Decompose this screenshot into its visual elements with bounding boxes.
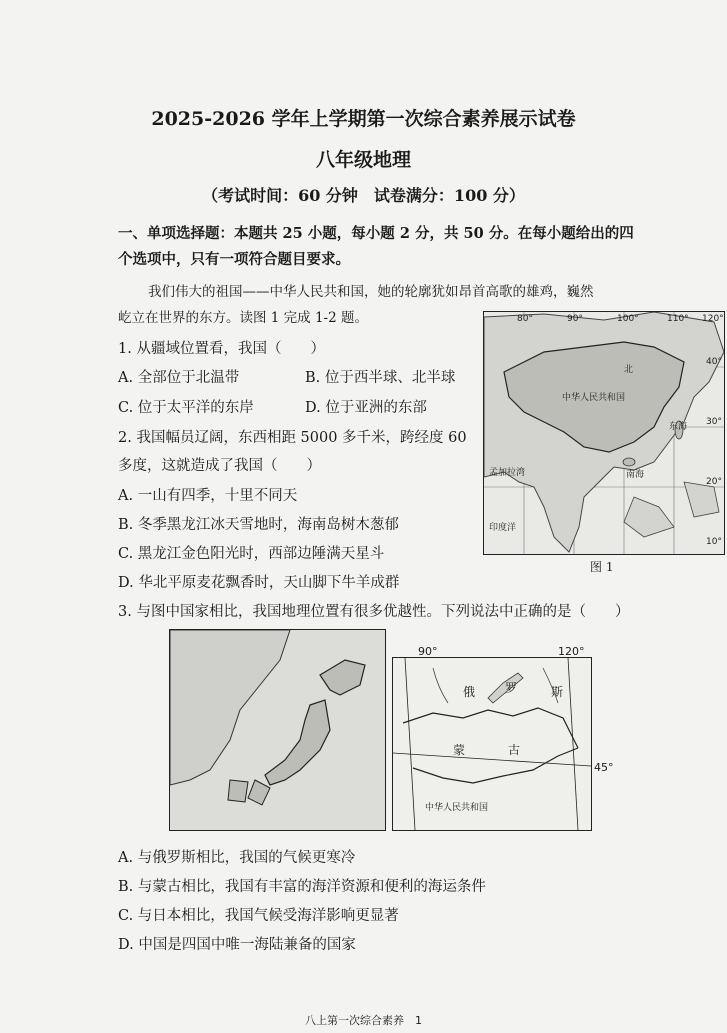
figure1-label-north: 北 [624,365,634,375]
subject-title: 八年级地理 [315,149,411,171]
q2-option-c: C. 黑龙江金色阳光时，西部边陲满天星斗 [118,546,385,562]
figure1-tick-top-4: 120° [702,314,724,324]
fig2-lon-right: 120° [558,645,585,658]
fig2-label-russia-3: 斯 [551,685,564,699]
q3-option-d: D. 中国是四国中唯一海陆兼备的国家 [118,937,356,953]
q2-stem-line2: 多度，这就造成了我国（ ） [118,458,321,474]
fig2-label-mongolia-1: 蒙 [453,743,466,757]
q3-stem: 3. 与图中国家相比，我国地理位置有很多优越性。下列说法中正确的是（ ） [118,604,630,620]
figure1-tick-side-0: 40° [706,357,722,367]
japan-map [169,629,386,831]
fig2-label-mongolia-2: 古 [508,743,521,757]
section-heading-line1: 一、单项选择题：本题共 25 小题，每小题 2 分，共 50 分。在每小题给出的四 [118,225,634,242]
q2-option-b: B. 冬季黑龙江冰天雪地时，海南岛树木葱郁 [118,517,399,533]
q2-stem-line1: 2. 我国幅员辽阔，东西相距 5000 多千米，跨经度 60 [118,430,467,446]
figure1-tick-top-3: 110° [667,314,689,324]
figure1-label-bay-of-bengal: 孟加拉湾 [489,468,526,478]
fig2-lat: 45° [594,761,614,774]
fig2-lon-left: 90° [418,645,438,658]
exam-info: （考试时间：60 分钟 试卷满分：100 分） [202,186,525,205]
mongolia-map [392,657,592,831]
q3-option-c: C. 与日本相比，我国气候受海洋影响更显著 [118,908,399,924]
figure1-tick-side-2: 20° [706,477,722,487]
fig2-label-russia-2: 罗 [505,681,518,695]
intro-line1: 我们伟大的祖国——中华人民共和国，她的轮廓犹如昂首高歌的雄鸡，巍然 [148,284,594,300]
figure1-label-east-sea: 东海 [669,422,688,432]
q1-stem: 1. 从疆域位置看，我国（ ） [118,341,325,357]
figure1-label-south-sea: 南海 [626,470,645,480]
fig2-label-russia-1: 俄 [463,685,476,699]
intro-line2: 屹立在世界的东方。读图 1 完成 1-2 题。 [118,310,368,326]
figure1-label-china: 中华人民共和国 [562,393,626,403]
figure1-label-indian-ocean: 印度洋 [489,523,517,533]
section-heading-line2: 个选项中，只有一项符合题目要求。 [118,251,350,268]
figure1-tick-top-1: 90° [567,314,583,324]
fig2-label-china: 中华人民共和国 [425,803,489,813]
q2-option-d: D. 华北平原麦花飘香时，天山脚下牛羊成群 [118,575,400,591]
q1-option-a: A. 全部位于北温带 [118,370,240,386]
page-footer: 八上第一次综合素养 1 [305,1014,422,1027]
q1-option-d: D. 位于亚洲的东部 [305,400,427,416]
figure1-caption: 图 1 [590,560,614,574]
exam-title: 2025-2026 学年上学期第一次综合素养展示试卷 [151,108,576,130]
q1-option-b: B. 位于西半球、北半球 [305,370,456,386]
figure1-map [483,311,725,555]
figure1-tick-top-0: 80° [517,314,533,324]
q3-option-b: B. 与蒙古相比，我国有丰富的海洋资源和便利的海运条件 [118,879,486,895]
q3-option-a: A. 与俄罗斯相比，我国的气候更寒冷 [118,850,356,866]
figure1-tick-top-2: 100° [617,314,639,324]
q2-option-a: A. 一山有四季，十里不同天 [118,488,298,504]
q1-option-c: C. 位于太平洋的东岸 [118,400,254,416]
figure1-tick-side-1: 30° [706,417,722,427]
figure1-tick-side-3: 10° [706,537,722,547]
